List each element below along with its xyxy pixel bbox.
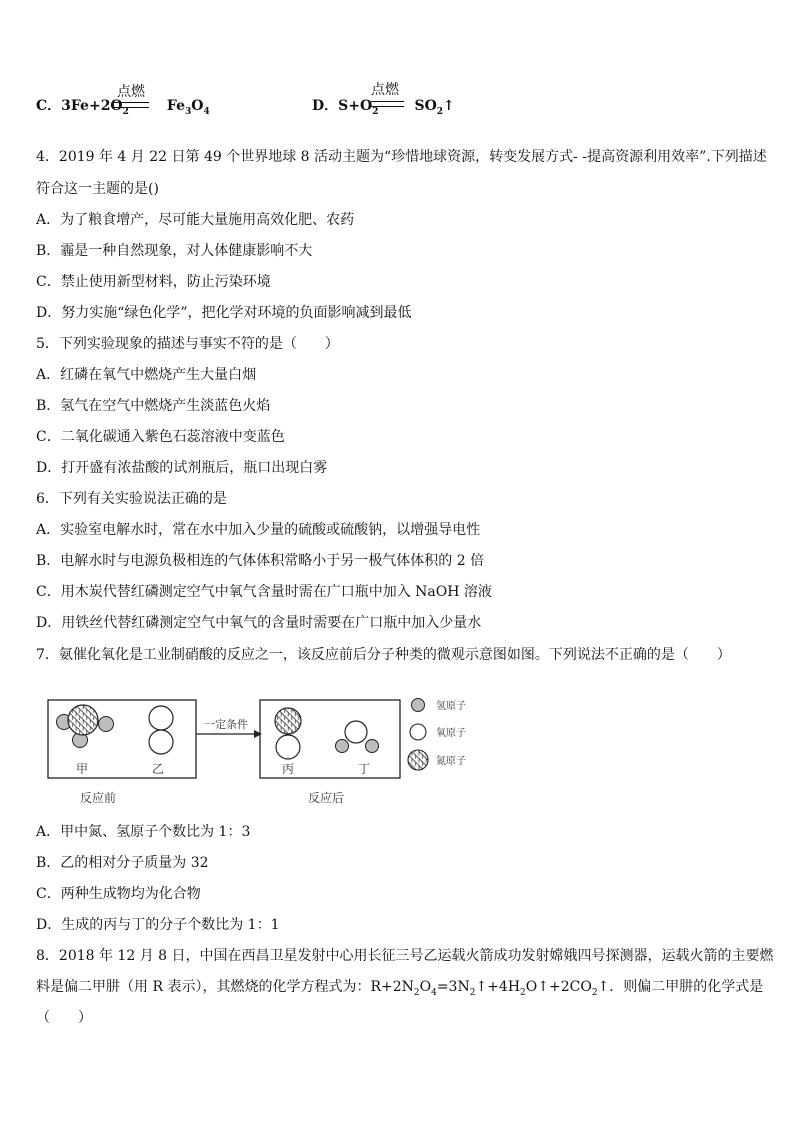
nitric-oxide-molecule	[275, 708, 301, 759]
oxygen-molecule	[149, 706, 173, 754]
q5-option-b: B．氢气在空气中燃烧产生淡蓝色火焰	[36, 398, 271, 414]
q6-option-a: A．实验室电解水时，常在水中加入少量的硫酸或硫酸钠，以增强导电性	[36, 522, 481, 538]
hydrogen-atom	[99, 717, 114, 732]
q4-option-b: B．霾是一种自然现象，对人体健康影响不大	[36, 243, 313, 259]
hydrogen-atom	[336, 740, 349, 753]
arrow-condition-label: 一定条件	[204, 718, 248, 731]
label-ding: 丁	[358, 762, 371, 776]
caption-after: 反应后	[308, 791, 345, 805]
arrow-head	[254, 730, 262, 738]
reaction-micro-diagram	[46, 690, 476, 810]
q7-option-c: C．两种生成物均为化合物	[36, 886, 201, 902]
oxygen-atom	[149, 706, 173, 730]
condition-label-c: 点燃	[117, 84, 145, 100]
q7-option-a: A．甲中氮、氢原子个数比为 1：3	[36, 824, 251, 840]
q7-stem: 7．氨催化氧化是工业制硝酸的反应之一，该反应前后分子种类的微观示意图如图。下列说法不正确的是（ ）	[36, 647, 731, 663]
q5-option-a: A．红磷在氧气中燃烧产生大量白烟	[36, 367, 257, 383]
q6-option-c: C．用木炭代替红磷测定空气中氧气含量时需在广口瓶中加入 NaOH 溶液	[36, 584, 492, 600]
legend-hydrogen-label: 氢原子	[436, 701, 466, 712]
legend-nitrogen-label: 氮原子	[436, 756, 466, 767]
hydrogen-atom	[366, 740, 379, 753]
option-c-equation: C．$3Fe+2O_2$ $Fe_3O_4$	[36, 98, 210, 117]
legend-oxygen-icon	[410, 724, 426, 740]
q8-answer-bracket: （ ）	[36, 1010, 92, 1026]
legend-oxygen-label: 氧原子	[436, 728, 466, 739]
q4-option-a: A．为了粮食增产，尽可能大量施用高效化肥、农药	[36, 212, 355, 228]
q7-option-d: D．生成的丙与丁的分子个数比为 1：1	[36, 917, 280, 933]
q4-stem-line1: 4．2019 年 4 月 22 日第 49 个世界地球 8 活动主题为“珍惜地球资源，转变发展方式- -提高资源利用效率”.下列描述	[36, 149, 767, 165]
label-jia: 甲	[76, 762, 89, 776]
q4-option-d: D．努力实施“绿色化学”，把化学对环境的负面影响减到最低	[36, 305, 412, 321]
ammonia-molecule	[57, 705, 114, 748]
label-yi: 乙	[152, 762, 165, 776]
q6-option-b: B．电解水时与电源负极相连的气体体积常略小于另一极气体体积的 2 倍	[36, 553, 485, 569]
label-bing: 丙	[282, 762, 295, 776]
water-molecule	[336, 721, 379, 753]
q5-stem: 5．下列实验现象的描述与事实不符的是（ ）	[36, 336, 339, 352]
q8-stem-line1: 8．2018 年 12 月 8 日，中国在西昌卫星发射中心用长征三号乙运载火箭成功发射嫦娥四号探测器，运载火箭的主要燃	[36, 948, 774, 964]
legend-hydrogen-icon	[412, 699, 425, 712]
caption-before: 反应前	[80, 791, 117, 805]
q6-stem: 6．下列有关实验说法正确的是	[36, 491, 227, 507]
oxygen-atom	[276, 735, 300, 759]
legend-nitrogen-icon	[408, 750, 428, 770]
q6-option-d: D．用铁丝代替红磷测定空气中氧气的含量时需要在广口瓶中加入少量水	[36, 615, 482, 631]
q4-option-c: C．禁止使用新型材料，防止污染环境	[36, 274, 271, 290]
oxygen-atom	[345, 721, 367, 743]
q7-option-b: B．乙的相对分子质量为 32	[36, 855, 209, 871]
q4-stem-line2: 符合这一主题的是()	[36, 181, 159, 197]
q5-option-d: D．打开盛有浓盐酸的试剂瓶后，瓶口出现白雾	[36, 460, 328, 476]
q5-option-c: C．二氧化碳通入紫色石蕊溶液中变蓝色	[36, 429, 285, 445]
option-d-equation: D．$S+O_2$ $SO_2↑$	[312, 98, 455, 117]
nitrogen-atom	[275, 708, 301, 734]
oxygen-atom	[149, 730, 173, 754]
q8-stem-line2: 料是偏二甲肼（用 R 表示），其燃烧的化学方程式为：$R+2N_2O_4=3N_2↑+4H_2O↑+2CO_2↑$．则偏二甲肼的化学式是	[36, 979, 764, 998]
nitrogen-atom	[68, 705, 98, 735]
condition-label-d: 点燃	[371, 82, 399, 98]
